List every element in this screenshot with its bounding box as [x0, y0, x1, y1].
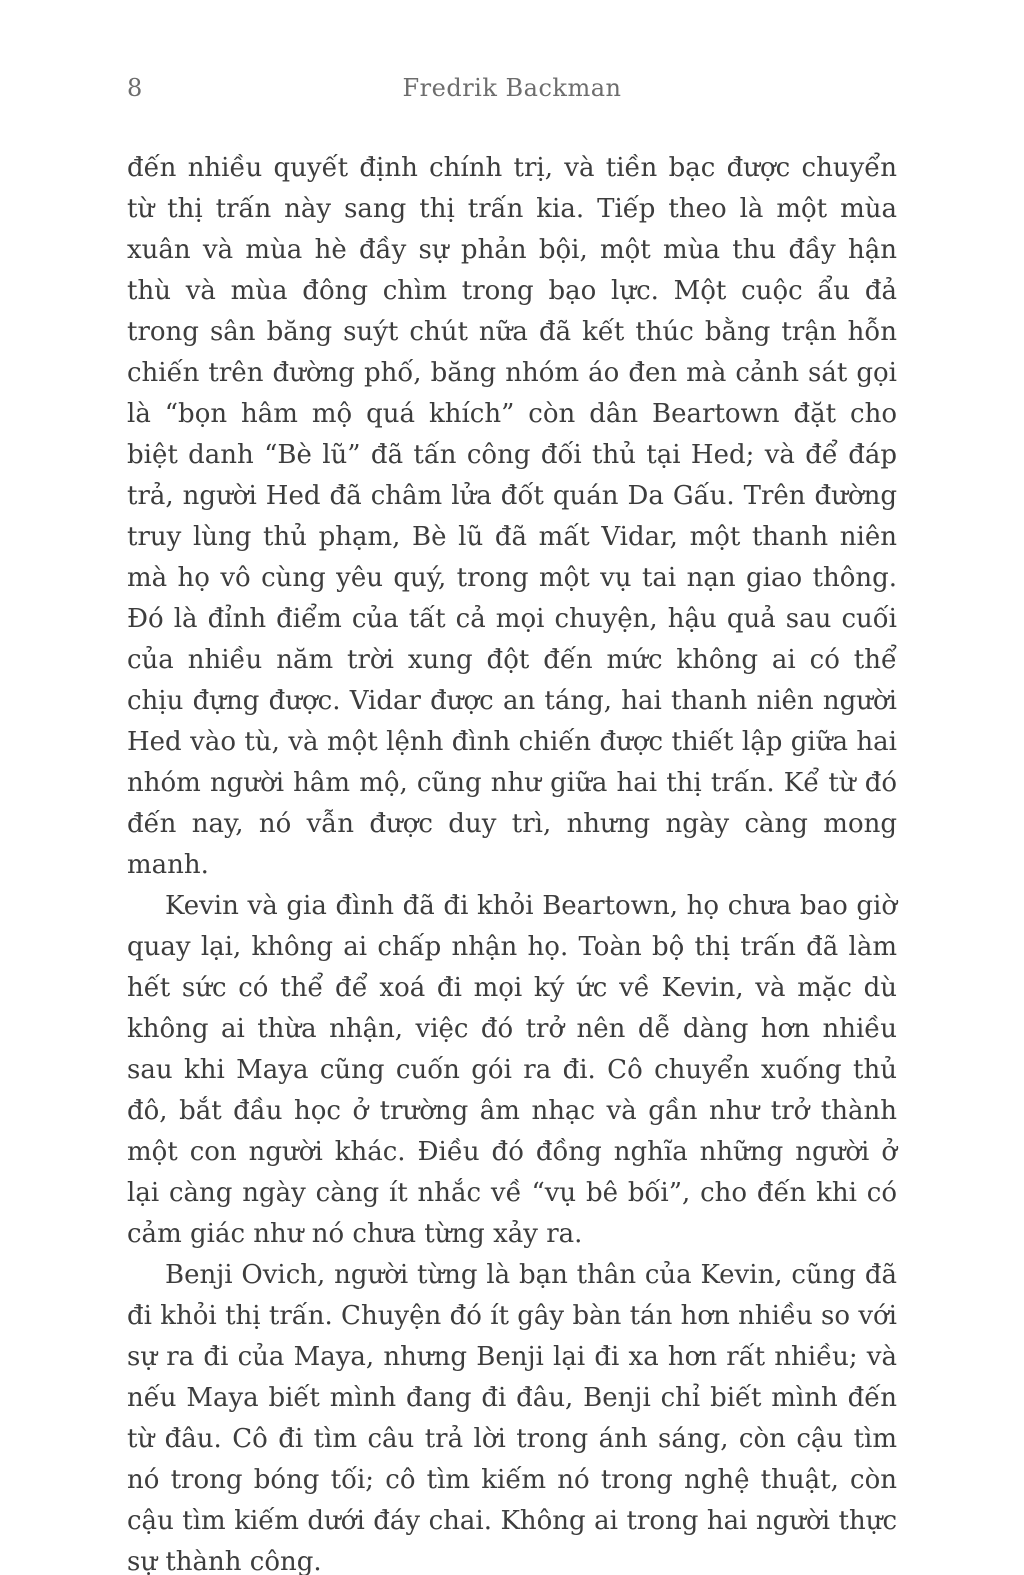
body-text: [127, 148, 897, 1575]
paragraph: Benji Ovich, người từng là bạn thân của Kevin, cũng đã đi khỏi thị trấn. Chuyện đó ít gây bàn tán hơn nhiều so với sự ra đi của Maya, nhưng Benji lại đi xa hơn rất nhiều; và nếu Maya biết mình đang đi đâu, Benji chỉ biết mình đến từ đâu. Cô đi tìm câu trả lời trong ánh sáng, còn cậu tìm nó trong bóng tối; cô tìm kiếm nó trong nghệ thuật, còn cậu tìm kiếm dưới đáy chai. Không ai trong hai người thực sự thành công.: [127, 1260, 897, 1575]
page-number: 8: [127, 74, 143, 102]
running-header: [127, 72, 897, 104]
paragraph: đến nhiều quyết định chính trị, và tiền bạc được chuyển từ thị trấn này sang thị trấn kia. Tiếp theo là một mùa xuân và mùa hè đầy sự phản bội, một mùa thu đầy hận thù và mùa đông chìm trong bạo lực. Một cuộc ẩu đả trong sân băng suýt chút nữa đã kết thúc bằng trận hỗn chiến trên đường phố, băng nhóm áo đen mà cảnh sát gọi là “bọn hâm mộ quá khích” còn dân Beartown đặt cho biệt danh “Bè lũ” đã tấn công đối thủ tại Hed; và để đáp trả, người Hed đã châm lửa đốt quán Da Gấu. Trên đường truy lùng thủ phạm, Bè lũ đã mất Vidar, một thanh niên mà họ vô cùng yêu quý, trong một vụ tai nạn giao thông. Đó là đỉnh điểm của tất cả mọi chuyện, hậu quả sau cuối của nhiều năm trời xung đột đến mức không ai có thể chịu đựng được. Vidar được an táng, hai thanh niên người Hed vào tù, và một lệnh đình chiến được thiết lập giữa hai nhóm người hâm mộ, cũng như giữa hai thị trấn. Kể từ đó đến nay, nó vẫn được duy trì, nhưng ngày càng mong manh.: [127, 153, 897, 880]
author-header: Fredrik Backman: [402, 74, 622, 102]
paragraph: Kevin và gia đình đã đi khỏi Beartown, họ chưa bao giờ quay lại, không ai chấp nhận họ. Toàn bộ thị trấn đã làm hết sức có thể để xoá đi mọi ký ức về Kevin, và mặc dù không ai thừa nhận, việc đó trở nên dễ dàng hơn nhiều sau khi Maya cũng cuốn gói ra đi. Cô chuyển xuống thủ đô, bắt đầu học ở trường âm nhạc và gần như trở thành một con người khác. Điều đó đồng nghĩa những người ở lại càng ngày càng ít nhắc về “vụ bê bối”, cho đến khi có cảm giác như nó chưa từng xảy ra.: [127, 891, 897, 1249]
